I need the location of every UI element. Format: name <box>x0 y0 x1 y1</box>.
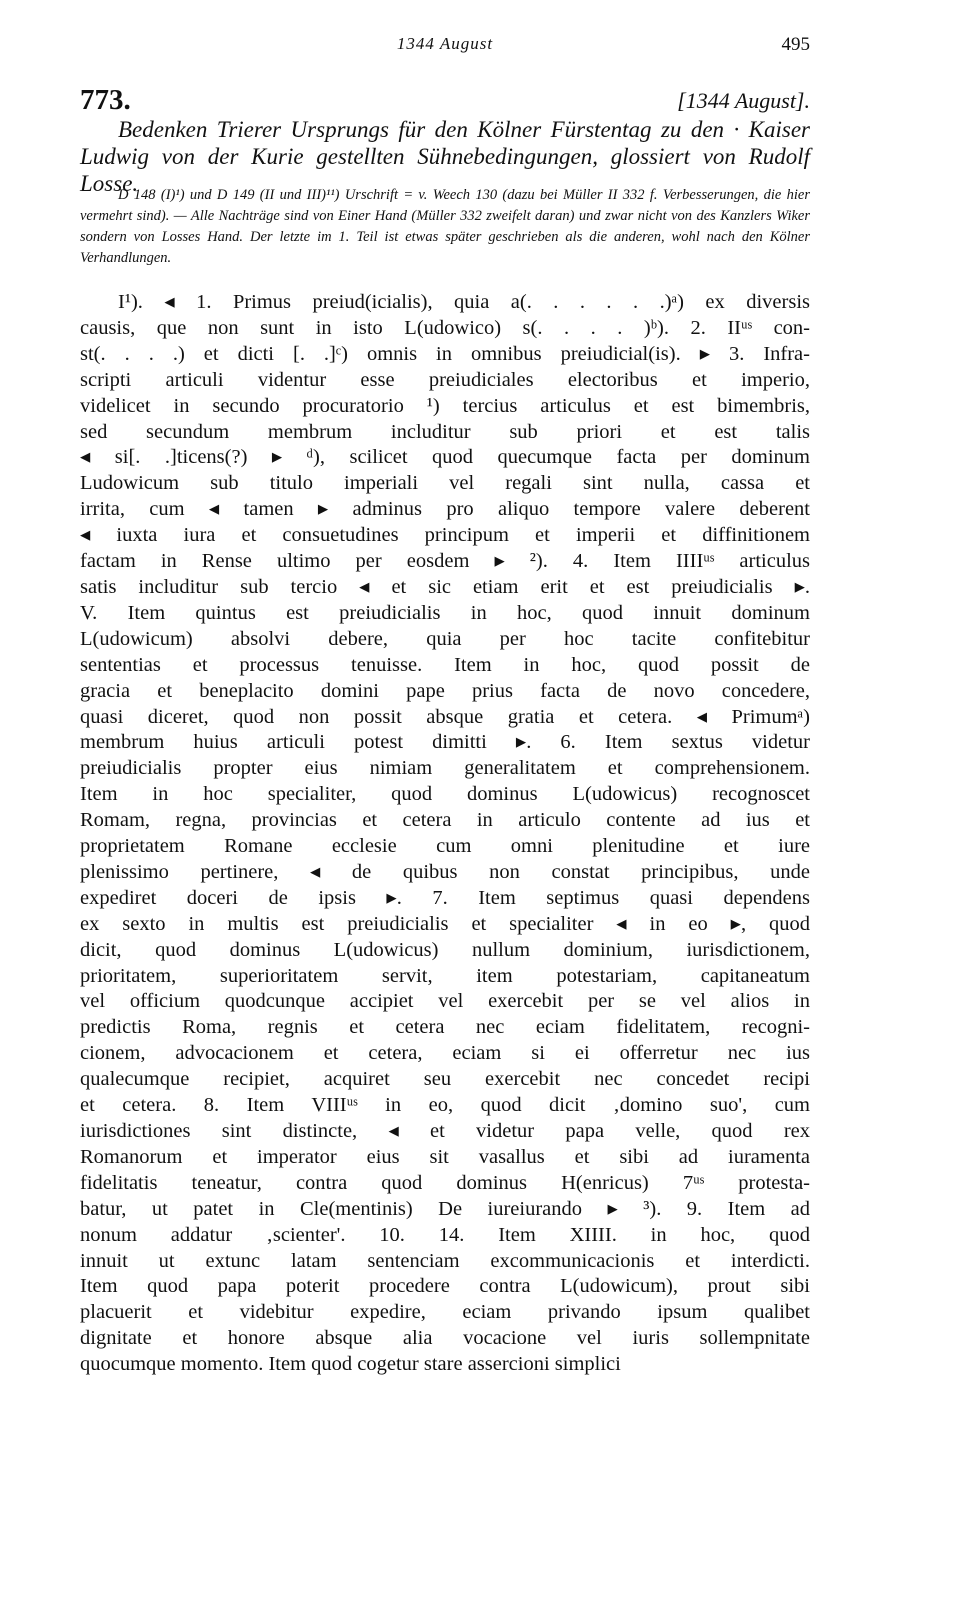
body-line: causis, que non sunt in isto L(udowico) s(. . . . )ᵇ). 2. IIᵘˢ con- <box>80 316 810 339</box>
body-line: scripti articuli videntur esse preiudiciales electoribus et imperio, <box>80 368 810 391</box>
editorial-note: D 148 (I)¹) und D 149 (II und III)¹¹) Urschrift = v. Weech 130 (dazu bei Müller II 332 f. Verbesserungen, die hier vermehrt sind). — Alle Nachträge sind von Einer Hand (Müller 332 zweifelt daran) und zwar nicht von des Kanzlers Wiker sondern von Losses Hand. Der letzte im 1. Teil ist etwas später geschrieben als die anderen, wohl nach den Kölner Verhandlungen. <box>80 187 810 266</box>
body-line: batur, ut patet in Cle(mentinis) De iureiurando ▸ ³). 9. Item ad <box>80 1197 810 1220</box>
body-line: quasi diceret, quod non possit absque gratia et cetera. ◂ Primumᵃ) <box>80 705 810 728</box>
body-line: ◂ si[. .]ticens(?) ▸ ᵈ), scilicet quod quecumque facta per dominum <box>80 446 810 469</box>
page-number: 495 <box>781 34 810 55</box>
body-line: ex sexto in multis est preiudicialis et specialiter ◂ in eo ▸, quod <box>80 912 810 935</box>
body-line: placuerit et videbitur expedire, eciam privando ipsum qualibet <box>80 1301 810 1324</box>
body-line: nonum addatur ‚scienter'. 10. 14. Item XIIII. in hoc, quod <box>80 1223 810 1246</box>
body-line: V. Item quintus est preiudicialis in hoc, quod innuit dominum <box>80 601 810 624</box>
body-line: I¹). ◂ 1. Primus preiud(icialis), quia a(. . . . . .)ᵃ) ex diversis <box>118 291 810 313</box>
body-line: videlicet in secundo procuratorio ¹) tercius articulus et est bimembris, <box>80 394 810 417</box>
body-line: plenissimo pertinere, ◂ de quibus non constat principibus, unde <box>80 860 810 883</box>
body-line: membrum huius articuli potest dimitti ▸. 6. Item sextus videtur <box>80 731 810 754</box>
body-line: expediret doceri de ipsis ▸. 7. Item septimus quasi dependens <box>80 886 810 909</box>
body-line: dicit, quod dominus L(udowicus) nullum dominium, iurisdictionem, <box>80 938 810 961</box>
body-line: L(udowicum) absolvi debere, quia per hoc tacite confitebitur <box>80 627 810 650</box>
body-line: et cetera. 8. Item VIIIᵘˢ in eo, quod dicit ‚domino suo', cum <box>80 1094 810 1117</box>
document-number: 773. <box>80 84 131 116</box>
body-line: dignitate et honore absque alia vocacione vel iuris sollempnitate <box>80 1327 810 1350</box>
document-body <box>80 290 810 1378</box>
body-line: innuit ut extunc latam sentenciam excommunicacionis et interdicti. <box>80 1249 810 1272</box>
document-title: Bedenken Trierer Ursprungs für den Kölner Fürstentag zu den · Kaiser Ludwig von der Kurie gestellten Sühnebedingungen, glossiert von Rudolf Losse. <box>80 117 810 196</box>
body-line: ◂ iuxta iura et consuetudines principum et imperii et diffinitionem <box>80 524 810 547</box>
body-line: prioritatem, superioritatem servit, item potestariam, capitaneatum <box>80 964 810 987</box>
body-line: vel officium quodcunque accipiet vel exercebit per se vel alios in <box>80 990 810 1013</box>
body-line: satis includitur sub tercio ◂ et sic etiam erit et est preiudicialis ▸. <box>80 575 810 598</box>
body-line: preiudicialis propter eius nimiam generalitatem et comprehensionem. <box>80 757 810 780</box>
body-line: Romanorum et imperator eius sit vasallus et sibi ad iuramenta <box>80 1145 810 1168</box>
body-line: st(. . . .) et dicti [. .]ᶜ) omnis in omnibus preiudicial(is). ▸ 3. Infra- <box>80 342 810 365</box>
body-line: irrita, cum ◂ tamen ▸ adminus pro aliquo tempore valere deberent <box>80 498 810 521</box>
running-head <box>80 34 810 60</box>
body-line: qualecumque recipiet, acquiret seu exercebit nec concedet recipi <box>80 1068 810 1091</box>
body-line: fidelitatis teneatur, contra quod dominus H(enricus) 7ᵘˢ protesta- <box>80 1171 810 1194</box>
document-date: [1344 August]. <box>677 88 810 113</box>
body-line: sententias et processus tenuisse. Item in hoc, quod possit de <box>80 653 810 676</box>
body-line: cionem, advocacionem et cetera, eciam si ei offerretur nec ius <box>80 1042 810 1065</box>
running-title: 1344 August <box>396 34 494 53</box>
document-header <box>80 84 810 118</box>
body-line: Ludowicum sub titulo imperiali vel regali sint nulla, cassa et <box>80 472 810 495</box>
body-line: Item in hoc specialiter, quod dominus L(udowicus) recognoscet <box>80 783 810 806</box>
body-line: proprietatem Romane ecclesie cum omni plenitudine et iure <box>80 835 810 858</box>
body-line: gracia et beneplacito domini pape prius facta de novo concedere, <box>80 679 810 702</box>
body-line: Item quod papa poterit procedere contra L(udowicum), prout sibi <box>80 1275 810 1298</box>
body-line: Romam, regna, provincias et cetera in articulo contente ad ius et <box>80 809 810 832</box>
body-line: predictis Roma, regnis et cetera nec eciam fidelitatem, recogni- <box>80 1016 810 1039</box>
body-line: sed secundum membrum includitur sub priori et est talis <box>80 420 810 443</box>
body-line: factam in Rense ultimo per eosdem ▸ ²). 4. Item IIIIᵘˢ articulus <box>80 550 810 573</box>
body-line: iurisdictiones sint distincte, ◂ et videtur papa velle, quod rex <box>80 1120 810 1142</box>
body-line: quocumque momento. Item quod cogetur stare assercioni simplici <box>80 1353 621 1376</box>
